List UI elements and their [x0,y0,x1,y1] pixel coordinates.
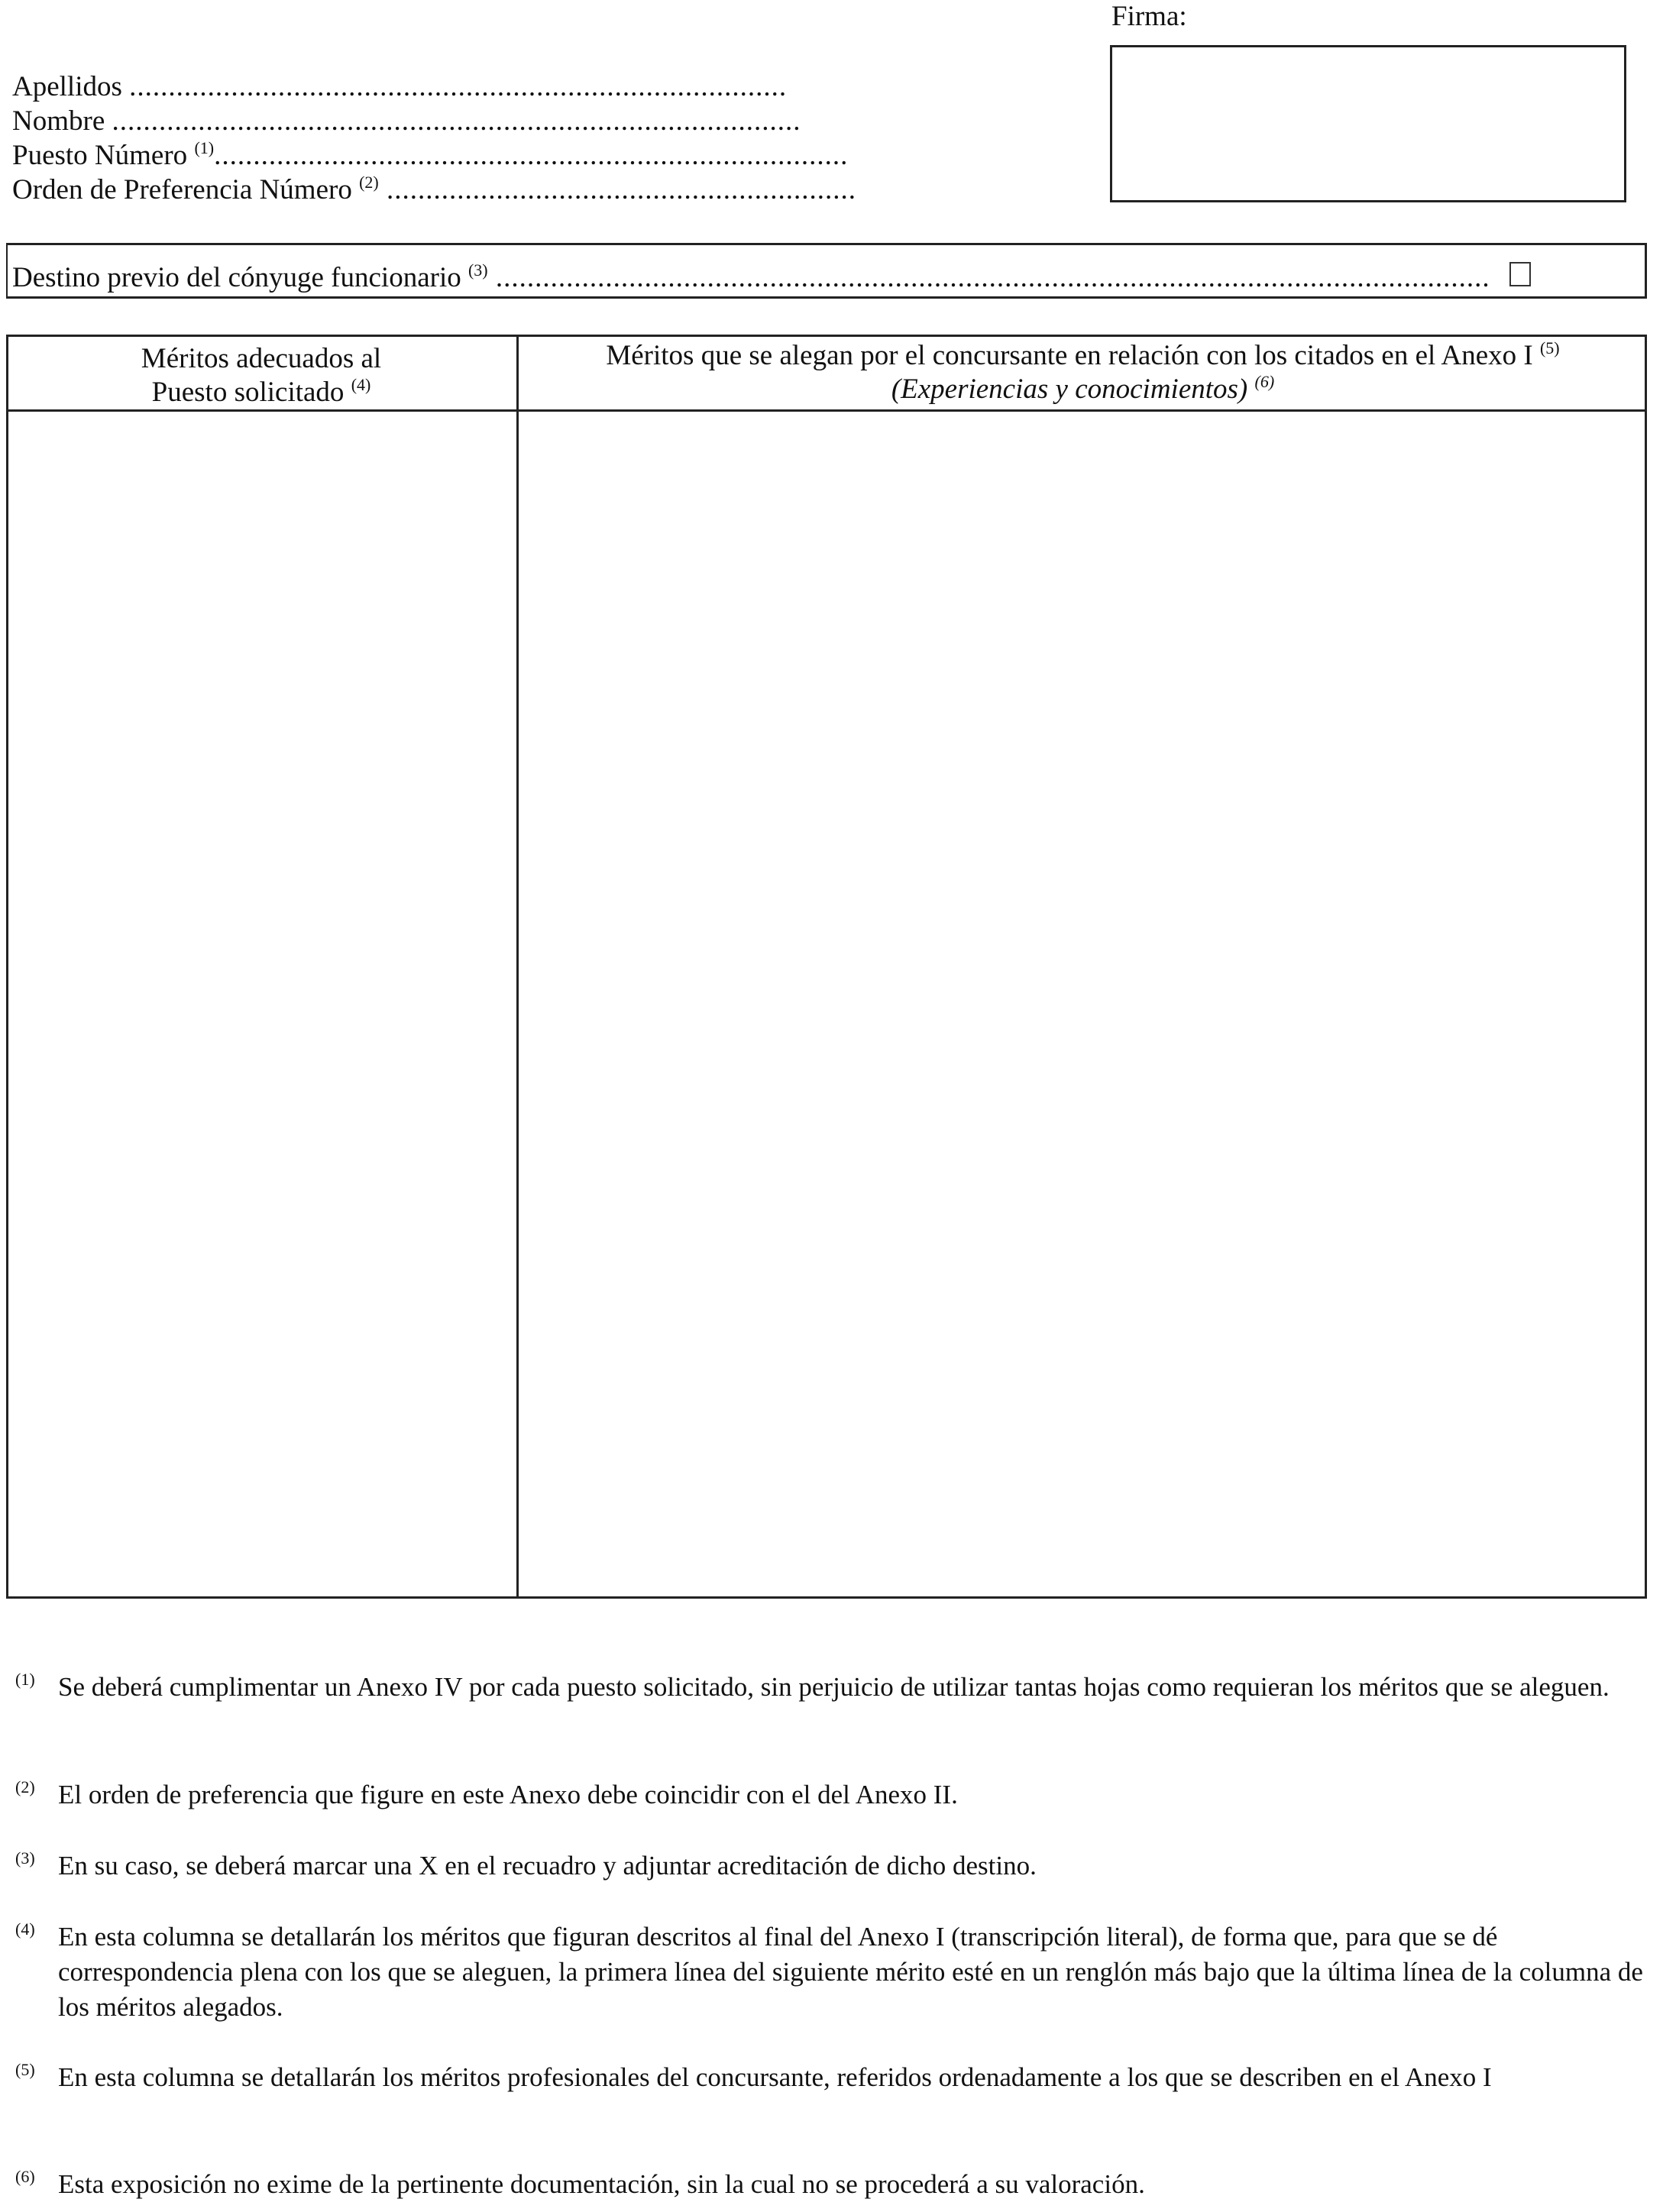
footnote-4-text: En esta columna se detallarán los méritos que figuran descritos al final del Anexo I (transcripción literal), de forma que, para que se dé correspondencia plena con los que se aleguen, la primera línea del siguiente mérito esté en un renglón más bajo que la última línea de la columna de los méritos alegados. [58,1922,1643,2022]
position-number-dots: ................................................................................. [214,140,849,171]
footnote-2-number: (2) [15,1777,35,1796]
preference-order-field[interactable] [12,173,1066,207]
merits-claimed-cell[interactable] [519,412,1645,1596]
footnote-ref-3: (3) [468,261,488,280]
footnote-5-text: En esta columna se detallarán los méritos profesionales del concursante, referidos ordenadamente a los que se describen en el Anexo I [58,2062,1492,2092]
footnote-ref-6: (6) [1254,372,1275,391]
footnote-ref-5: (5) [1539,338,1560,357]
spouse-destination-label: Destino previo del cónyuge funcionario [12,262,468,293]
name-field[interactable] [12,105,1066,138]
footnote-3-number: (3) [15,1848,35,1868]
surname-label: Apellidos [12,71,130,102]
position-number-label: Puesto Número [12,140,195,171]
footnote-3-text: En su caso, se deberá marcar una X en el recuadro y adjuntar acreditación de dicho destino. [58,1851,1037,1881]
merits-claimed-header-line1: Méritos que se alegan por el concursante en relación con los citados en el Anexo I [606,340,1540,371]
footnote-5 [15,2060,1650,2095]
footnote-6-text: Esta exposición no exime de la pertinente documentación, sin la cual no se procederá a su valoración. [58,2169,1145,2199]
merits-claimed-header [519,339,1647,406]
merits-required-header-line2-wrap [6,376,516,409]
preference-order-dots: ............................................................ [378,174,856,205]
footnote-ref-2: (2) [359,173,379,192]
footnote-1-text: Se deberá cumplimentar un Anexo IV por cada puesto solicitado, sin perjuicio de utilizar tantas hojas como requieran los méritos que se aleguen. [58,1672,1610,1702]
footnote-3 [15,1848,1650,1884]
footnote-2-text: El orden de preferencia que figure en este Anexo debe coincidir con el del Anexo II. [58,1780,958,1809]
merits-required-header-line2: Puesto solicitado [151,377,351,408]
merits-required-header [6,342,516,409]
footnote-5-number: (5) [15,2060,35,2079]
merits-required-cell[interactable] [8,412,516,1596]
footnote-1-number: (1) [15,1670,35,1689]
spouse-destination-dots: ............................................................................................................................... [487,262,1490,293]
footnote-ref-4: (4) [351,375,371,394]
footnote-ref-1: (1) [194,139,215,157]
footnote-4 [15,1919,1650,2025]
spouse-destination-line [12,261,1509,295]
footnote-6-number: (6) [15,2167,35,2186]
merits-required-header-line1: Méritos adecuados al [141,343,382,374]
preference-order-label: Orden de Preferencia Número [12,174,360,205]
footnote-6 [15,2167,1650,2202]
footnote-1 [15,1670,1650,1705]
signature-label: Firma: [1111,1,1187,32]
position-number-field[interactable] [12,139,1066,173]
footnote-2 [15,1777,1650,1813]
footnote-4-number: (4) [15,1919,35,1939]
surname-dots: .................................................................................... [129,71,788,102]
signature-box[interactable] [1110,45,1626,202]
merits-claimed-header-line2-wrap [519,373,1647,406]
name-dots: ........................................................................................ [112,105,801,137]
name-label: Nombre [12,105,112,137]
merits-claimed-header-line2: (Experiencias y conocimientos) [891,374,1255,405]
spouse-destination-checkbox[interactable] [1509,262,1531,286]
merits-claimed-header-line1-wrap [519,339,1647,373]
surname-field[interactable] [12,70,1066,104]
